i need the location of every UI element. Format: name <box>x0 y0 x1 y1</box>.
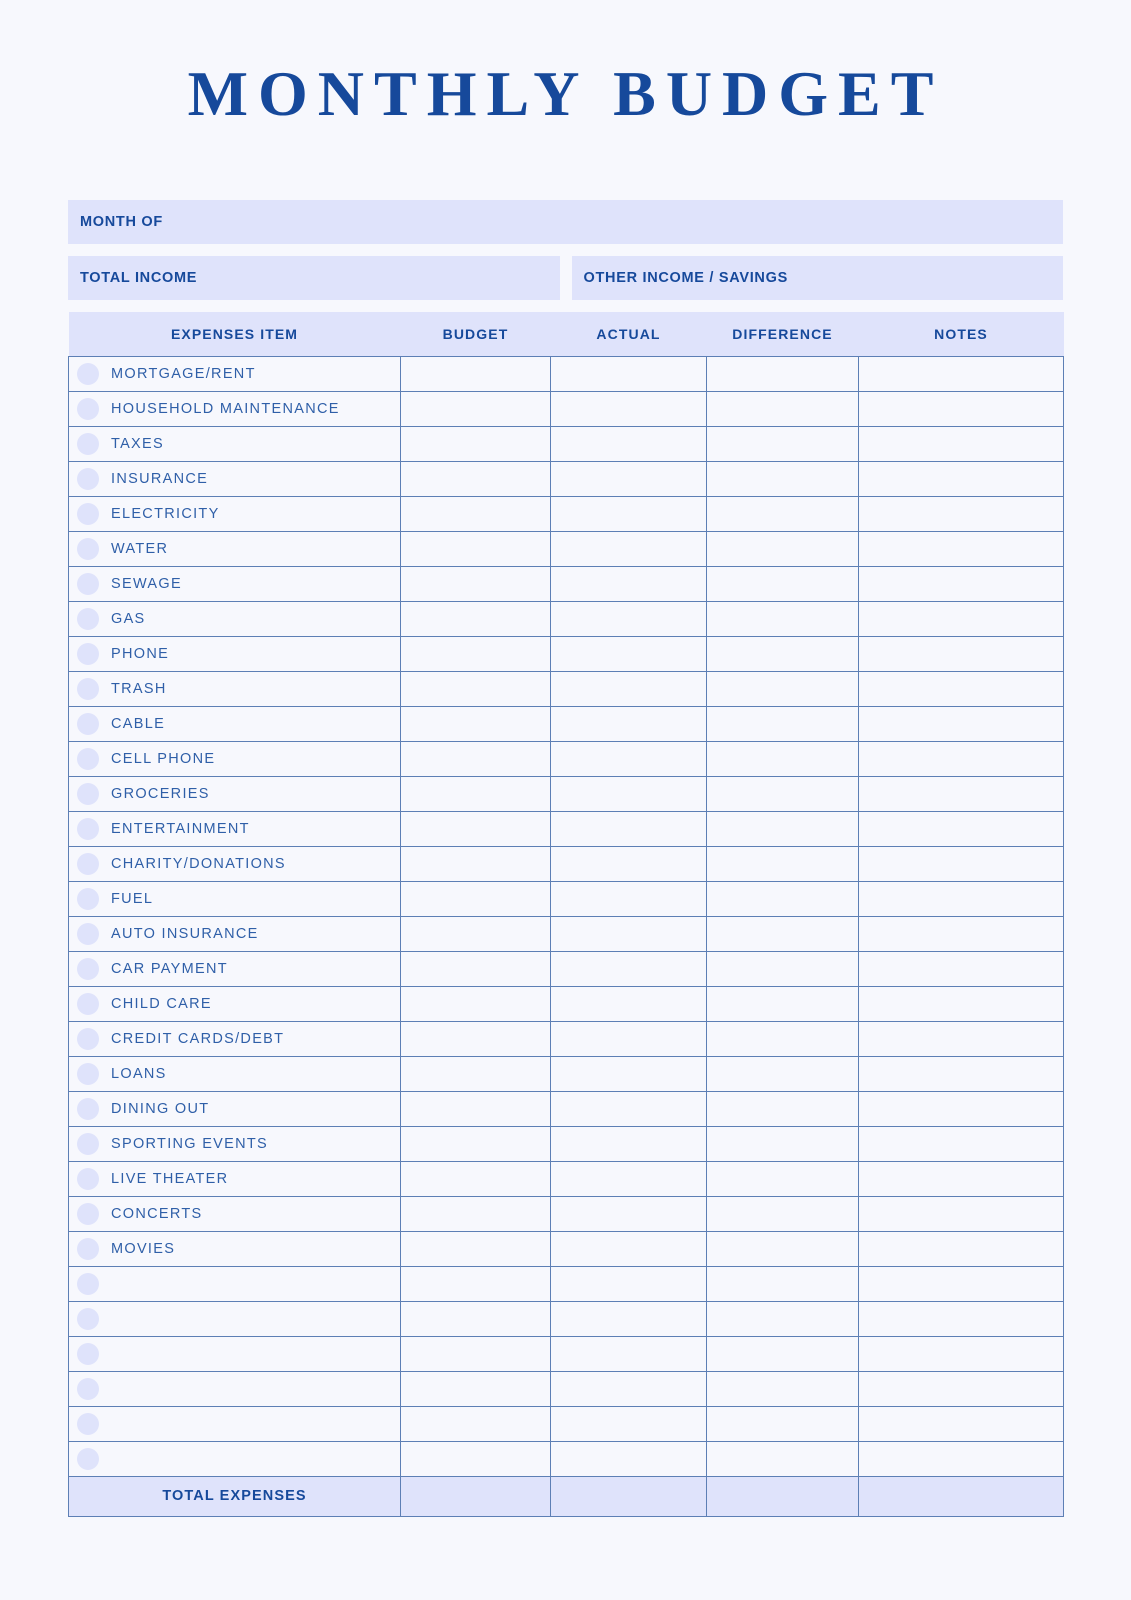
notes-cell[interactable] <box>859 496 1064 531</box>
notes-cell[interactable] <box>859 636 1064 671</box>
table-row <box>69 1336 1064 1371</box>
budget-cell[interactable] <box>401 706 551 741</box>
table-row <box>69 356 1064 391</box>
table-row <box>69 1266 1064 1301</box>
expense-item-cell[interactable] <box>69 1196 401 1231</box>
expense-item-cell[interactable] <box>69 426 401 461</box>
table-header <box>69 312 1064 356</box>
difference-cell[interactable] <box>707 496 859 531</box>
expense-item-cell[interactable] <box>69 636 401 671</box>
notes-cell[interactable] <box>859 846 1064 881</box>
bullet-circle-icon <box>77 1378 99 1400</box>
actual-cell[interactable] <box>551 496 707 531</box>
notes-cell[interactable] <box>859 671 1064 706</box>
budget-cell[interactable] <box>401 1056 551 1091</box>
table-row <box>69 1196 1064 1231</box>
expense-item-label: ELECTRICITY <box>111 505 220 522</box>
notes-cell[interactable] <box>859 601 1064 636</box>
expense-item-cell[interactable] <box>69 706 401 741</box>
notes-cell[interactable] <box>859 881 1064 916</box>
expense-item-label: FUEL <box>111 890 154 907</box>
budget-cell[interactable] <box>401 1441 551 1476</box>
actual-cell[interactable] <box>551 881 707 916</box>
expense-item-cell[interactable] <box>69 461 401 496</box>
table-row <box>69 986 1064 1021</box>
table-row <box>69 881 1064 916</box>
table-row <box>69 496 1064 531</box>
table-row <box>69 776 1064 811</box>
budget-cell[interactable] <box>401 1301 551 1336</box>
expense-item-label: PHONE <box>111 645 170 662</box>
notes-cell[interactable] <box>859 1161 1064 1196</box>
table-row <box>69 566 1064 601</box>
expense-item-label: AUTO INSURANCE <box>111 925 259 942</box>
expense-item-label: MORTGAGE/RENT <box>111 365 256 382</box>
expense-item-label: LIVE THEATER <box>111 1170 229 1187</box>
actual-cell[interactable] <box>551 1441 707 1476</box>
expense-item-cell[interactable] <box>69 1056 401 1091</box>
actual-cell[interactable] <box>551 1161 707 1196</box>
total-notes-cell[interactable] <box>859 1476 1064 1516</box>
budget-cell[interactable] <box>401 1406 551 1441</box>
table-row <box>69 1301 1064 1336</box>
total-income-field[interactable] <box>68 256 560 300</box>
actual-cell[interactable] <box>551 1336 707 1371</box>
total-budget-cell[interactable] <box>401 1476 551 1516</box>
table-footer <box>69 1476 1064 1516</box>
difference-cell[interactable] <box>707 776 859 811</box>
actual-cell[interactable] <box>551 1021 707 1056</box>
expense-item-label: CELL PHONE <box>111 750 216 767</box>
table-row <box>69 811 1064 846</box>
actual-cell[interactable] <box>551 916 707 951</box>
expense-item-label: CREDIT CARDS/DEBT <box>111 1030 285 1047</box>
expense-item-cell[interactable] <box>69 811 401 846</box>
difference-cell[interactable] <box>707 1371 859 1406</box>
bullet-circle-icon <box>77 1028 99 1050</box>
expense-item-label: LOANS <box>111 1065 167 1082</box>
notes-cell[interactable] <box>859 706 1064 741</box>
difference-cell[interactable] <box>707 426 859 461</box>
expense-item-cell[interactable] <box>69 951 401 986</box>
expense-item-label: CHILD CARE <box>111 995 212 1012</box>
budget-cell[interactable] <box>401 986 551 1021</box>
header-actual: ACTUAL <box>551 312 707 356</box>
table-body <box>69 356 1064 1476</box>
total-actual-cell[interactable] <box>551 1476 707 1516</box>
table-row <box>69 531 1064 566</box>
notes-cell[interactable] <box>859 1196 1064 1231</box>
notes-cell[interactable] <box>859 426 1064 461</box>
expense-item-cell[interactable] <box>69 1441 401 1476</box>
table-row <box>69 951 1064 986</box>
expense-item-label: CHARITY/DONATIONS <box>111 855 286 872</box>
notes-cell[interactable] <box>859 1056 1064 1091</box>
table-row <box>69 601 1064 636</box>
expense-item-cell[interactable] <box>69 1021 401 1056</box>
budget-cell[interactable] <box>401 881 551 916</box>
actual-cell[interactable] <box>551 776 707 811</box>
other-income-field[interactable] <box>572 256 1064 300</box>
expense-item-label: INSURANCE <box>111 470 209 487</box>
expense-item-label: SEWAGE <box>111 575 182 592</box>
header-difference: DIFFERENCE <box>707 312 859 356</box>
expense-item-cell[interactable] <box>69 671 401 706</box>
expense-item-cell[interactable] <box>69 986 401 1021</box>
actual-cell[interactable] <box>551 1056 707 1091</box>
table-row <box>69 1056 1064 1091</box>
expense-item-label: WATER <box>111 540 169 557</box>
actual-cell[interactable] <box>551 601 707 636</box>
expense-item-cell[interactable] <box>69 1371 401 1406</box>
table-row <box>69 461 1064 496</box>
actual-cell[interactable] <box>551 1091 707 1126</box>
bullet-circle-icon <box>77 958 99 980</box>
notes-cell[interactable] <box>859 951 1064 986</box>
table-row <box>69 426 1064 461</box>
notes-cell[interactable] <box>859 356 1064 391</box>
notes-cell[interactable] <box>859 1126 1064 1161</box>
table-row <box>69 671 1064 706</box>
notes-cell[interactable] <box>859 1021 1064 1056</box>
budget-cell[interactable] <box>401 356 551 391</box>
notes-cell[interactable] <box>859 1301 1064 1336</box>
total-difference-cell[interactable] <box>707 1476 859 1516</box>
bullet-circle-icon <box>77 888 99 910</box>
budget-cell[interactable] <box>401 1126 551 1161</box>
difference-cell[interactable] <box>707 1406 859 1441</box>
month-of-label: MONTH OF <box>80 214 163 230</box>
bullet-circle-icon <box>77 1063 99 1085</box>
bullet-circle-icon <box>77 748 99 770</box>
notes-cell[interactable] <box>859 1266 1064 1301</box>
table-row <box>69 1161 1064 1196</box>
bullet-circle-icon <box>77 993 99 1015</box>
notes-cell[interactable] <box>859 811 1064 846</box>
table-row <box>69 846 1064 881</box>
budget-cell[interactable] <box>401 636 551 671</box>
difference-cell[interactable] <box>707 636 859 671</box>
expense-item-cell[interactable] <box>69 776 401 811</box>
actual-cell[interactable] <box>551 846 707 881</box>
budget-cell[interactable] <box>401 391 551 426</box>
expense-item-cell[interactable] <box>69 741 401 776</box>
actual-cell[interactable] <box>551 706 707 741</box>
notes-cell[interactable] <box>859 1091 1064 1126</box>
bullet-circle-icon <box>77 1413 99 1435</box>
actual-cell[interactable] <box>551 636 707 671</box>
expense-item-cell[interactable] <box>69 1266 401 1301</box>
expense-item-cell[interactable] <box>69 1161 401 1196</box>
difference-cell[interactable] <box>707 706 859 741</box>
expense-item-cell[interactable] <box>69 356 401 391</box>
actual-cell[interactable] <box>551 1266 707 1301</box>
difference-cell[interactable] <box>707 881 859 916</box>
notes-cell[interactable] <box>859 776 1064 811</box>
budget-cell[interactable] <box>401 916 551 951</box>
expense-item-cell[interactable] <box>69 496 401 531</box>
bullet-circle-icon <box>77 1203 99 1225</box>
budget-cell[interactable] <box>401 531 551 566</box>
table-row <box>69 391 1064 426</box>
bullet-circle-icon <box>77 538 99 560</box>
notes-cell[interactable] <box>859 461 1064 496</box>
budget-cell[interactable] <box>401 426 551 461</box>
table-row <box>69 1371 1064 1406</box>
expense-item-label: SPORTING EVENTS <box>111 1135 269 1152</box>
actual-cell[interactable] <box>551 741 707 776</box>
actual-cell[interactable] <box>551 426 707 461</box>
bullet-circle-icon <box>77 1168 99 1190</box>
table-row <box>69 1091 1064 1126</box>
budget-cell[interactable] <box>401 1091 551 1126</box>
bullet-circle-icon <box>77 608 99 630</box>
expense-item-label: CONCERTS <box>111 1205 203 1222</box>
bullet-circle-icon <box>77 818 99 840</box>
difference-cell[interactable] <box>707 1021 859 1056</box>
difference-cell[interactable] <box>707 1301 859 1336</box>
month-of-field[interactable] <box>68 200 1063 244</box>
bullet-circle-icon <box>77 503 99 525</box>
difference-cell[interactable] <box>707 601 859 636</box>
expense-item-cell[interactable] <box>69 1091 401 1126</box>
difference-cell[interactable] <box>707 1441 859 1476</box>
expenses-table <box>68 312 1064 1517</box>
budget-cell[interactable] <box>401 1231 551 1266</box>
expense-item-label: GAS <box>111 610 146 627</box>
header-notes: NOTES <box>859 312 1064 356</box>
actual-cell[interactable] <box>551 1406 707 1441</box>
expense-item-label: CAR PAYMENT <box>111 960 228 977</box>
expense-item-cell[interactable] <box>69 391 401 426</box>
difference-cell[interactable] <box>707 531 859 566</box>
header-expenses-item: EXPENSES ITEM <box>69 312 401 356</box>
bullet-circle-icon <box>77 1273 99 1295</box>
expense-item-label: HOUSEHOLD MAINTENANCE <box>111 400 340 417</box>
expense-item-cell[interactable] <box>69 1406 401 1441</box>
notes-cell[interactable] <box>859 566 1064 601</box>
budget-cell[interactable] <box>401 601 551 636</box>
budget-cell[interactable] <box>401 1266 551 1301</box>
bullet-circle-icon <box>77 923 99 945</box>
expense-item-cell[interactable] <box>69 601 401 636</box>
budget-cell[interactable] <box>401 1021 551 1056</box>
budget-cell[interactable] <box>401 1336 551 1371</box>
budget-cell[interactable] <box>401 776 551 811</box>
bullet-circle-icon <box>77 1133 99 1155</box>
notes-cell[interactable] <box>859 1371 1064 1406</box>
total-income-label: TOTAL INCOME <box>80 270 198 286</box>
actual-cell[interactable] <box>551 1371 707 1406</box>
table-row <box>69 916 1064 951</box>
bullet-circle-icon <box>77 433 99 455</box>
expense-item-label: TAXES <box>111 435 164 452</box>
actual-cell[interactable] <box>551 356 707 391</box>
bullet-circle-icon <box>77 783 99 805</box>
bullet-circle-icon <box>77 1098 99 1120</box>
table-row <box>69 706 1064 741</box>
budget-cell[interactable] <box>401 496 551 531</box>
notes-cell[interactable] <box>859 986 1064 1021</box>
table-row <box>69 1406 1064 1441</box>
table-row <box>69 1021 1064 1056</box>
actual-cell[interactable] <box>551 1301 707 1336</box>
expense-item-cell[interactable] <box>69 881 401 916</box>
bullet-circle-icon <box>77 678 99 700</box>
actual-cell[interactable] <box>551 1196 707 1231</box>
difference-cell[interactable] <box>707 951 859 986</box>
difference-cell[interactable] <box>707 1266 859 1301</box>
bullet-circle-icon <box>77 713 99 735</box>
notes-cell[interactable] <box>859 741 1064 776</box>
budget-sheet <box>68 200 1063 1517</box>
actual-cell[interactable] <box>551 461 707 496</box>
expense-item-cell[interactable] <box>69 531 401 566</box>
expense-item-label: MOVIES <box>111 1240 176 1257</box>
notes-cell[interactable] <box>859 391 1064 426</box>
difference-cell[interactable] <box>707 846 859 881</box>
notes-cell[interactable] <box>859 916 1064 951</box>
difference-cell[interactable] <box>707 1091 859 1126</box>
header-row <box>69 312 1064 356</box>
table-row <box>69 741 1064 776</box>
page-title: MONTHLY BUDGET <box>187 58 944 129</box>
budget-cell[interactable] <box>401 846 551 881</box>
bullet-circle-icon <box>77 1343 99 1365</box>
actual-cell[interactable] <box>551 986 707 1021</box>
difference-cell[interactable] <box>707 356 859 391</box>
table-row <box>69 1126 1064 1161</box>
difference-cell[interactable] <box>707 1196 859 1231</box>
total-expenses-label: TOTAL EXPENSES <box>69 1476 401 1516</box>
difference-cell[interactable] <box>707 671 859 706</box>
bullet-circle-icon <box>77 363 99 385</box>
notes-cell[interactable] <box>859 1231 1064 1266</box>
notes-cell[interactable] <box>859 531 1064 566</box>
difference-cell[interactable] <box>707 391 859 426</box>
actual-cell[interactable] <box>551 811 707 846</box>
notes-cell[interactable] <box>859 1336 1064 1371</box>
bullet-circle-icon <box>77 468 99 490</box>
total-expenses-row <box>69 1476 1064 1516</box>
bullet-circle-icon <box>77 853 99 875</box>
bullet-circle-icon <box>77 1308 99 1330</box>
header-budget: BUDGET <box>401 312 551 356</box>
actual-cell[interactable] <box>551 1126 707 1161</box>
bullet-circle-icon <box>77 573 99 595</box>
budget-cell[interactable] <box>401 671 551 706</box>
expense-item-cell[interactable] <box>69 916 401 951</box>
difference-cell[interactable] <box>707 916 859 951</box>
actual-cell[interactable] <box>551 391 707 426</box>
difference-cell[interactable] <box>707 1126 859 1161</box>
expense-item-cell[interactable] <box>69 1126 401 1161</box>
difference-cell[interactable] <box>707 811 859 846</box>
budget-cell[interactable] <box>401 461 551 496</box>
expense-item-label: CABLE <box>111 715 166 732</box>
budget-cell[interactable] <box>401 811 551 846</box>
table-row <box>69 636 1064 671</box>
income-row <box>68 256 1063 300</box>
budget-cell[interactable] <box>401 1196 551 1231</box>
difference-cell[interactable] <box>707 1336 859 1371</box>
actual-cell[interactable] <box>551 1231 707 1266</box>
difference-cell[interactable] <box>707 1056 859 1091</box>
bullet-circle-icon <box>77 1448 99 1470</box>
budget-cell[interactable] <box>401 951 551 986</box>
budget-cell[interactable] <box>401 1161 551 1196</box>
difference-cell[interactable] <box>707 461 859 496</box>
budget-cell[interactable] <box>401 741 551 776</box>
expense-item-cell[interactable] <box>69 846 401 881</box>
difference-cell[interactable] <box>707 1161 859 1196</box>
bullet-circle-icon <box>77 1238 99 1260</box>
expense-item-label: DINING OUT <box>111 1100 210 1117</box>
expense-item-cell[interactable] <box>69 1231 401 1266</box>
difference-cell[interactable] <box>707 986 859 1021</box>
actual-cell[interactable] <box>551 951 707 986</box>
expense-item-cell[interactable] <box>69 566 401 601</box>
notes-cell[interactable] <box>859 1406 1064 1441</box>
bullet-circle-icon <box>77 643 99 665</box>
expense-item-label: TRASH <box>111 680 167 697</box>
expense-item-cell[interactable] <box>69 1336 401 1371</box>
table-row <box>69 1231 1064 1266</box>
actual-cell[interactable] <box>551 671 707 706</box>
difference-cell[interactable] <box>707 741 859 776</box>
expense-item-label: ENTERTAINMENT <box>111 820 250 837</box>
table-row <box>69 1441 1064 1476</box>
expense-item-cell[interactable] <box>69 1301 401 1336</box>
bullet-circle-icon <box>77 398 99 420</box>
difference-cell[interactable] <box>707 566 859 601</box>
difference-cell[interactable] <box>707 1231 859 1266</box>
other-income-label: OTHER INCOME / SAVINGS <box>583 270 788 286</box>
actual-cell[interactable] <box>551 531 707 566</box>
actual-cell[interactable] <box>551 566 707 601</box>
expense-item-label: GROCERIES <box>111 785 210 802</box>
budget-cell[interactable] <box>401 1371 551 1406</box>
budget-cell[interactable] <box>401 566 551 601</box>
notes-cell[interactable] <box>859 1441 1064 1476</box>
